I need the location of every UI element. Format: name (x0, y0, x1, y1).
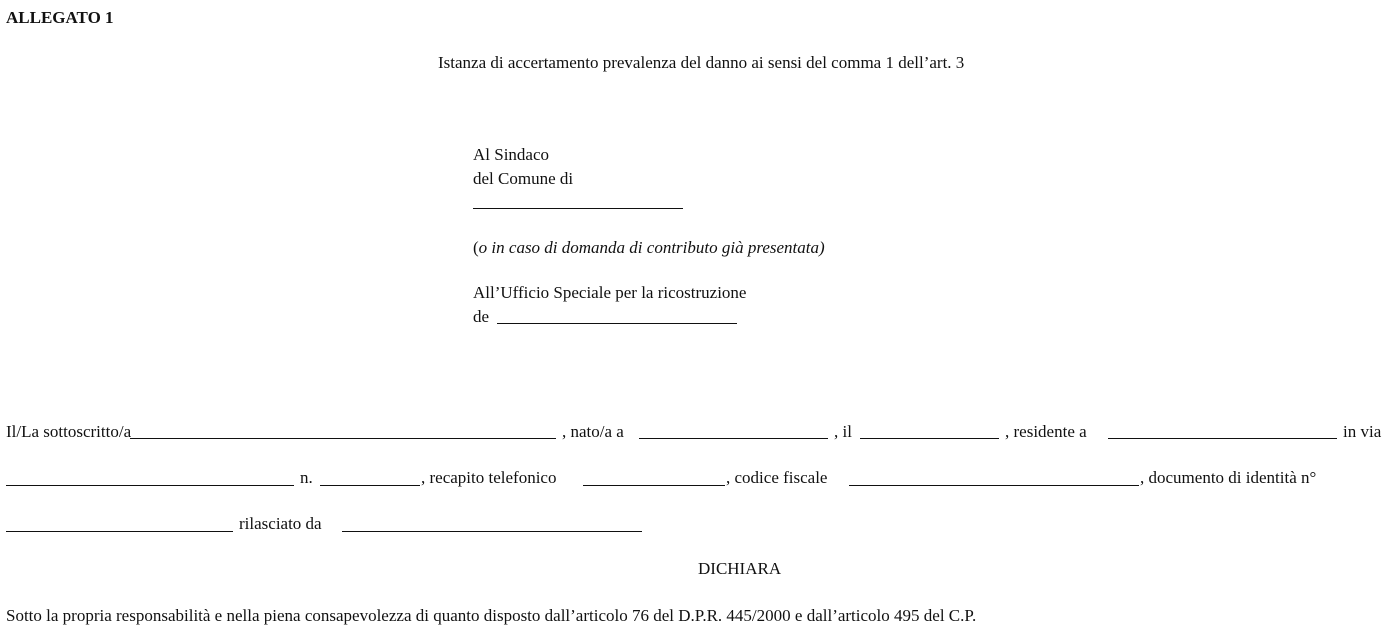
residence-blank-field[interactable] (1108, 438, 1337, 439)
name-blank-field[interactable] (130, 438, 556, 439)
id-document-blank-field[interactable] (6, 531, 233, 532)
birthplace-blank-field[interactable] (639, 438, 828, 439)
alternative-recipient-note (473, 238, 825, 258)
residence-label: , residente a (1005, 422, 1087, 441)
recipient-line-mayor: Al Sindaco (473, 145, 550, 164)
alt-note-italic: o in caso di domanda di contributo già presentata) (478, 238, 825, 257)
phone-blank-field[interactable] (583, 485, 725, 486)
declaration-title: DICHIARA (698, 559, 782, 578)
street-blank-field[interactable] (6, 485, 294, 486)
id-document-label: , documento di identità n° (1140, 468, 1317, 487)
street-number-label: n. (300, 468, 313, 487)
tax-code-label: , codice fiscale (726, 468, 828, 487)
declaration-text: Sotto la propria responsabilità e nella piena consapevolezza di quanto disposto dall’articolo 76 del D.P.R. 445/2000 e dall’articolo 495 del C.P. (6, 606, 977, 625)
issued-by-blank-field[interactable] (342, 531, 642, 532)
office-location-prefix: de (473, 307, 490, 326)
document-subject: Istanza di accertamento prevalenza del danno ai sensi del comma 1 dell’art. 3 (438, 53, 965, 72)
birthplace-label: , nato/a a (562, 422, 624, 441)
tax-code-blank-field[interactable] (849, 485, 1139, 486)
office-location-blank-field[interactable] (497, 323, 737, 324)
phone-label: , recapito telefonico (421, 468, 557, 487)
recipient-line-municipality: del Comune di (473, 169, 574, 188)
municipality-blank-field[interactable] (473, 208, 683, 209)
street-number-blank-field[interactable] (320, 485, 420, 486)
recipient-line-office-location (473, 307, 489, 327)
alt-note-paren: ( (473, 238, 479, 257)
birthdate-label: , il (834, 422, 852, 441)
attachment-label: ALLEGATO 1 (6, 8, 114, 27)
issued-by-label: rilasciato da (239, 514, 322, 533)
recipient-line-office: All’Ufficio Speciale per la ricostruzione (473, 283, 747, 302)
undersigned-label: Il/La sottoscritto/a (6, 422, 132, 441)
street-label: in via (1343, 422, 1382, 441)
birthdate-blank-field[interactable] (860, 438, 999, 439)
